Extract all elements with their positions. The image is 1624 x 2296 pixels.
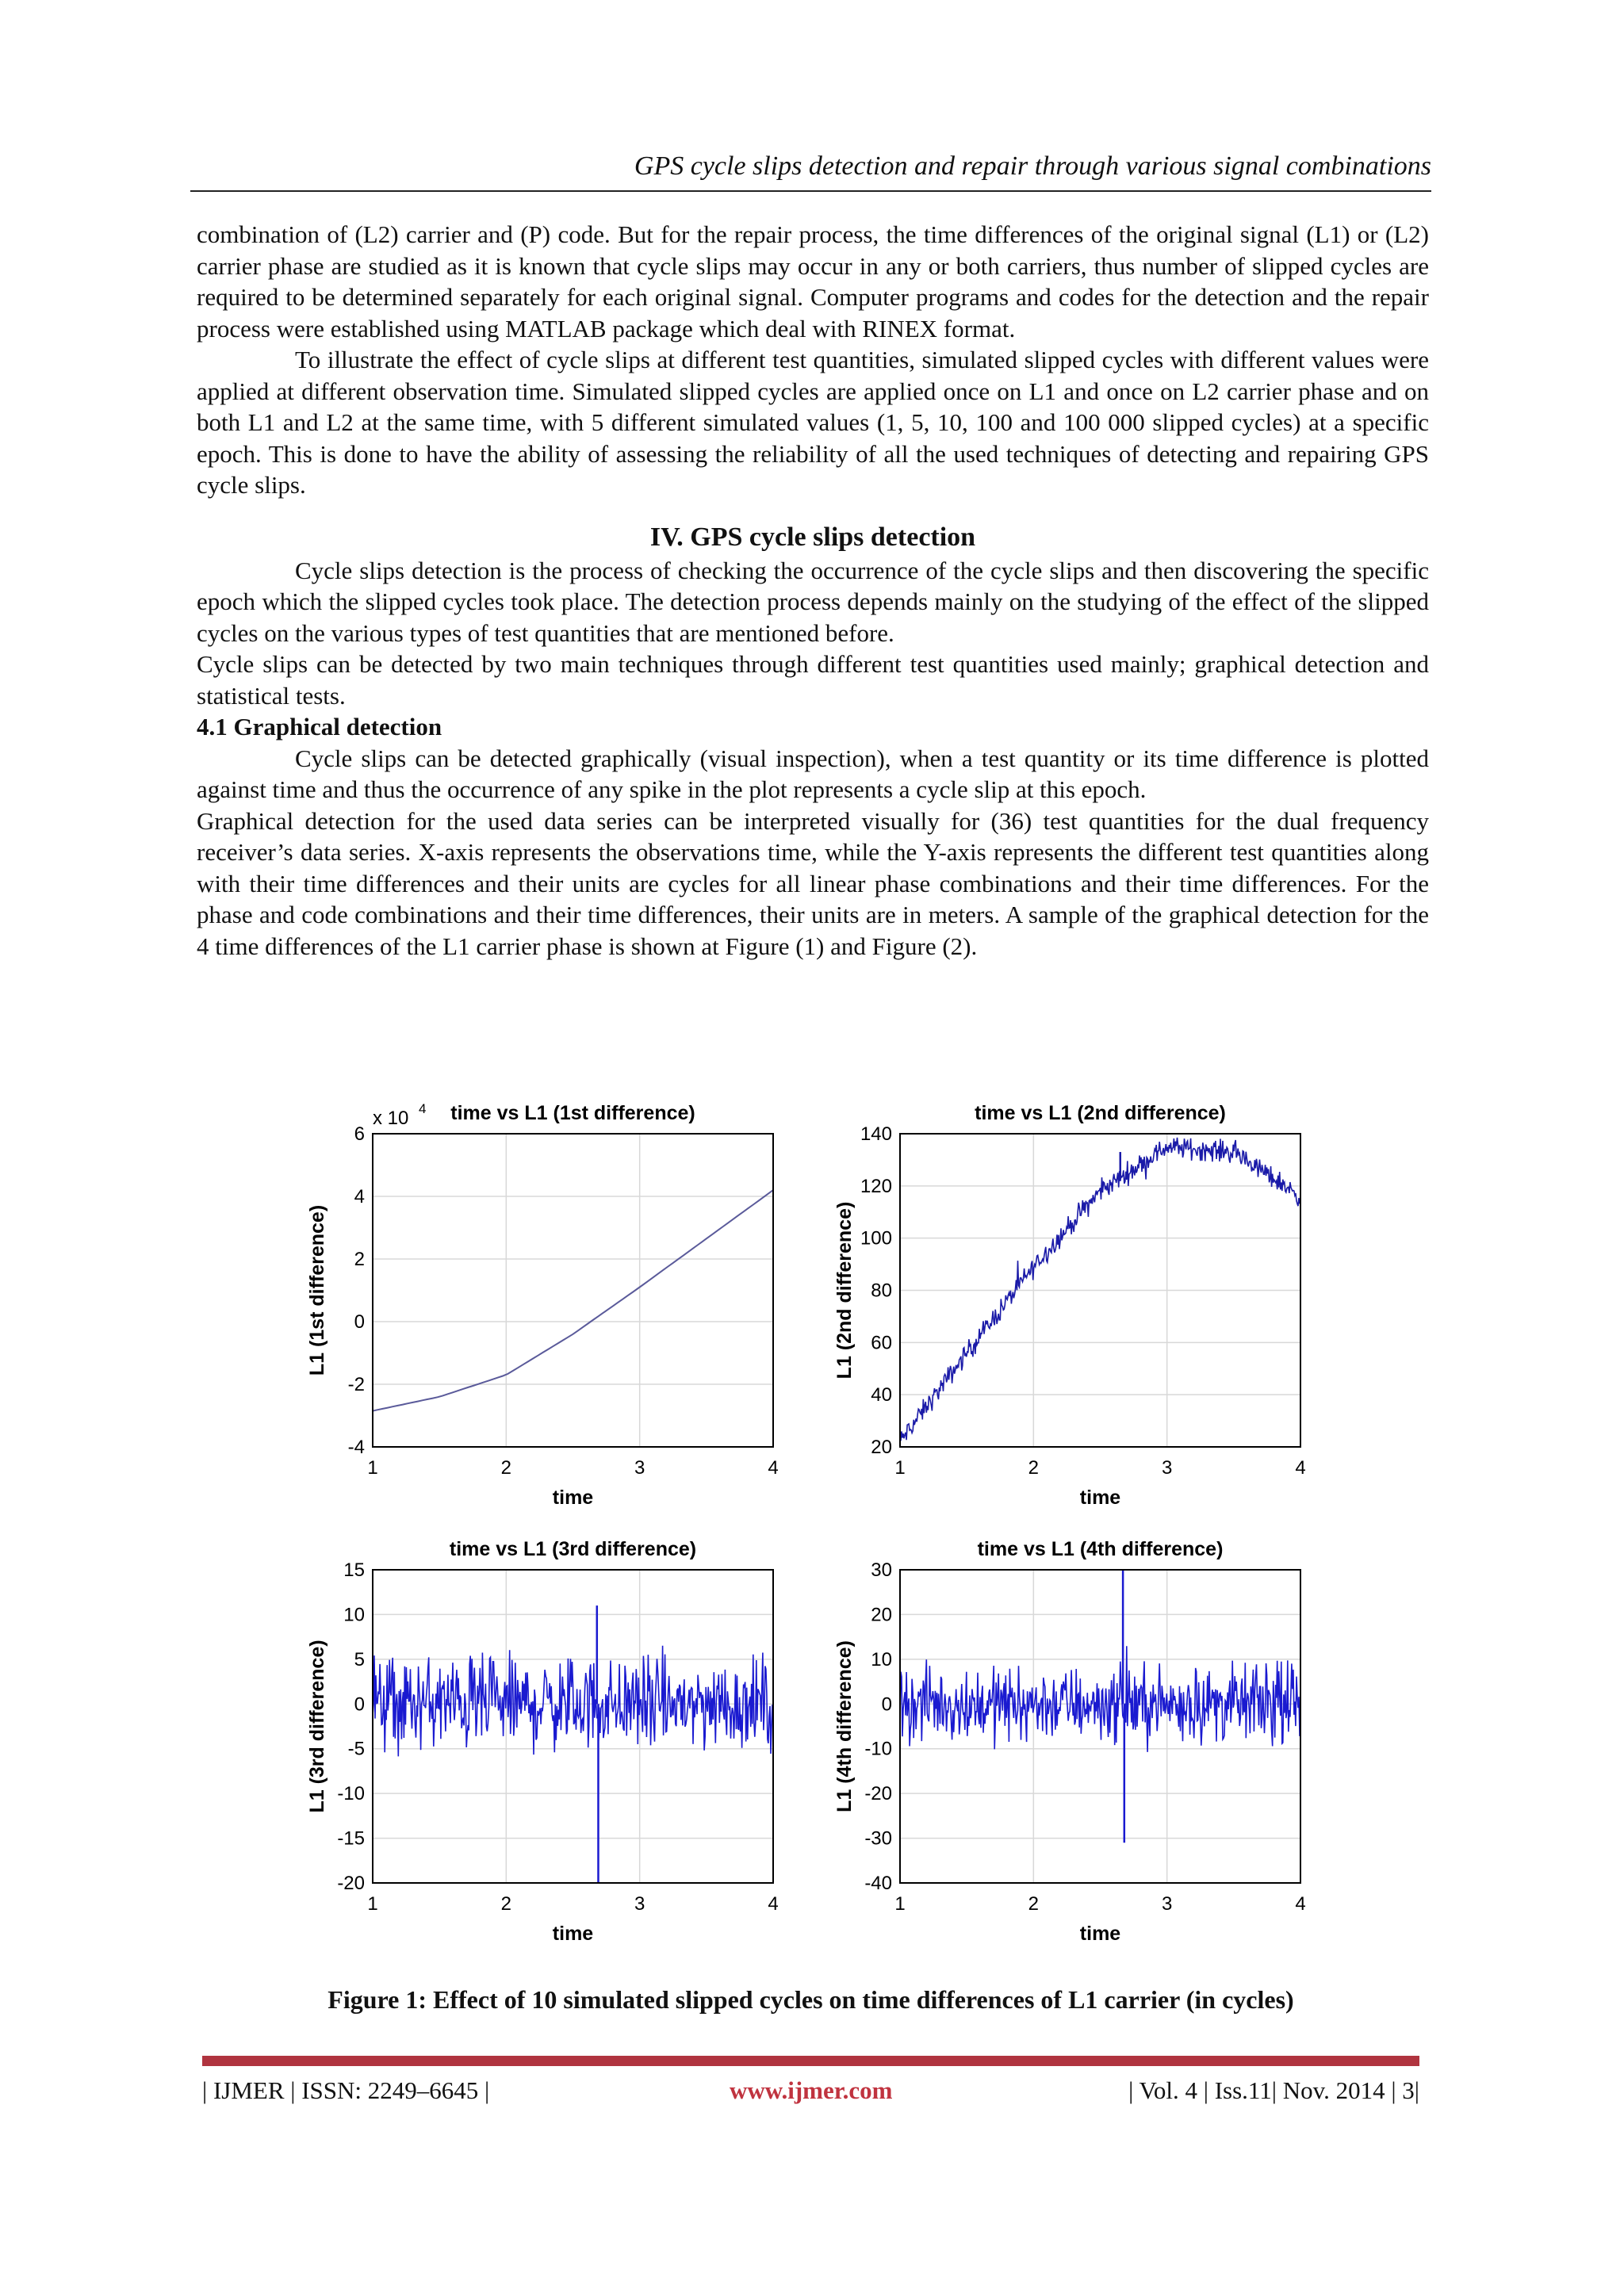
x-tick-label: 1 [367,1457,378,1479]
x-tick-label: 2 [500,1457,512,1479]
y-tick-label: 60 [871,1332,892,1354]
chart-panel-1 [306,1101,779,1509]
x-tick-label: 2 [1028,1893,1040,1915]
x-tick-label: 2 [1028,1457,1040,1479]
paragraph: Cycle slips can be detected graphically (visual inspection), when a test quantity or its time difference is plotted against time and thus the occurrence of any spike in the plot represents a cycle slip at this epoch. [197,744,1429,803]
y-tick-label: 6 [354,1123,365,1145]
y-tick-label: -5 [347,1738,365,1760]
data-series-line [900,1646,1300,1752]
y-axis-label: L1 (1st difference) [306,1204,328,1376]
y-tick-label: 20 [871,1437,892,1458]
x-tick-label: 1 [367,1893,378,1915]
x-tick-label: 1 [894,1893,906,1915]
y-tick-label: -10 [337,1783,365,1805]
header-rule [190,190,1431,192]
y-axis-exponent-power: 4 [419,1101,427,1116]
x-tick-label: 3 [1161,1893,1173,1915]
y-tick-label: -20 [864,1783,892,1805]
chart-title: time vs L1 (1st difference) [450,1102,695,1124]
y-tick-label: 30 [871,1559,892,1581]
y-tick-label: -20 [337,1873,365,1894]
footer-volume: | Vol. 4 | Iss.11| Nov. 2014 | 3| [1128,2076,1419,2104]
y-tick-label: 15 [343,1559,365,1581]
y-axis-label: L1 (4th difference) [833,1640,856,1812]
chart-panel-4 [833,1538,1306,1945]
y-tick-label: -15 [337,1827,365,1850]
y-tick-label: 0 [881,1693,892,1716]
y-tick-label: 100 [860,1227,892,1249]
y-tick-label: 2 [354,1249,365,1270]
y-tick-label: 5 [354,1648,365,1670]
x-tick-label: 4 [768,1457,779,1479]
data-series-line [373,1646,773,1757]
footer-journal: | IJMER | ISSN: 2249–6645 | [202,2076,490,2104]
running-header: GPS cycle slips detection and repair through various signal combinations [634,151,1431,181]
y-tick-label: 0 [354,1311,365,1333]
x-tick-label: 2 [500,1893,512,1915]
axes-box [373,1134,773,1447]
y-tick-label: 120 [860,1175,892,1197]
figure-caption: Figure 1: Effect of 10 simulated slipped cycles on time differences of L1 carrier (in cycles) [327,1985,1294,2014]
y-tick-label: 0 [354,1693,365,1716]
paragraph: Cycle slips can be detected by two main techniques through different test quantities used mainly; graphical detection and statistical tests. [197,650,1429,710]
y-tick-label: -2 [347,1374,365,1395]
x-axis-label: time [1079,1487,1121,1509]
x-tick-label: 4 [1295,1457,1306,1479]
x-tick-label: 3 [634,1893,645,1915]
y-tick-label: 80 [871,1280,892,1302]
paragraph: Cycle slips detection is the process of checking the occurrence of the cycle slips and then discovering the specific epoch which the slipped cycles took place. The detection process depends mainly on the studying of the effect of the slipped cycles on the various types of test quantities that are mentioned before. [197,556,1429,647]
figure-1 [301,1086,1324,1958]
x-tick-label: 1 [894,1457,906,1479]
paragraph: combination of (L2) carrier and (P) code. But for the repair process, the time differences of the original signal (L1) or (L2) carrier phase are studied as it is known that cycle slips may occur in any or both carriers, thus number of slipped cycles are required to be determined separately for each original signal. Computer programs and codes for the detection and the repair process were established using MATLAB package which deal with RINEX format. [197,220,1429,342]
x-tick-label: 4 [768,1893,779,1915]
x-axis-label: time [552,1487,594,1509]
y-tick-label: -40 [864,1873,892,1894]
paragraph: Graphical detection for the used data series can be interpreted visually for (36) test quantities for the dual frequency receiver’s data series. X-axis represents the observations time, while the Y-axis represents the different test quantities along with their time differences and their units are cycles for all linear phase combinations and their time differences. For the phase and code combinations and their time differences, their units are in meters. A sample of the graphical detection for the 4 time differences of the L1 carrier phase is shown at Figure (1) and Figure (2). [197,806,1429,960]
footer-bar [202,2056,1419,2066]
y-axis-exponent: x 10 [373,1108,409,1129]
y-tick-label: 4 [354,1186,365,1207]
x-axis-label: time [552,1923,594,1945]
y-tick-label: -10 [864,1738,892,1760]
y-tick-label: 20 [871,1604,892,1626]
y-tick-label: 140 [860,1123,892,1145]
chart-title: time vs L1 (4th difference) [977,1538,1224,1560]
y-tick-label: 10 [343,1604,365,1626]
y-tick-label: -4 [347,1437,365,1458]
footer-website-link[interactable]: www.ijmer.com [730,2076,893,2104]
chart-title: time vs L1 (2nd difference) [975,1102,1226,1124]
y-axis-label: L1 (2nd difference) [833,1201,856,1380]
body-text [197,219,1429,962]
y-axis-label: L1 (3rd difference) [306,1640,328,1813]
x-tick-label: 3 [634,1457,645,1479]
x-tick-label: 3 [1161,1457,1173,1479]
y-tick-label: -30 [864,1827,892,1850]
section-heading: IV. GPS cycle slips detection [649,522,976,552]
x-axis-label: time [1079,1923,1121,1945]
data-series-line [373,1190,773,1411]
y-tick-label: 40 [871,1384,892,1406]
paragraph: To illustrate the effect of cycle slips at different test quantities, simulated slipped cycles with different values were applied at different observation time. Simulated slipped cycles are applied once on L1 and once on L2 carrier phase and on both L1 and L2 at the same time, with 5 different simulated values (1, 5, 10, 100 and 100 000 slipped cycles) at a specific epoch. This is done to have the ability of assessing the reliability of all the used techniques of detecting and repairing GPS cycle slips. [197,346,1429,499]
chart-title: time vs L1 (3rd difference) [449,1538,697,1560]
x-tick-label: 4 [1295,1893,1306,1915]
subsection-heading: 4.1 Graphical detection [197,713,442,740]
chart-panel-2 [833,1102,1306,1509]
chart-panel-3 [306,1538,779,1945]
y-tick-label: 10 [871,1648,892,1670]
